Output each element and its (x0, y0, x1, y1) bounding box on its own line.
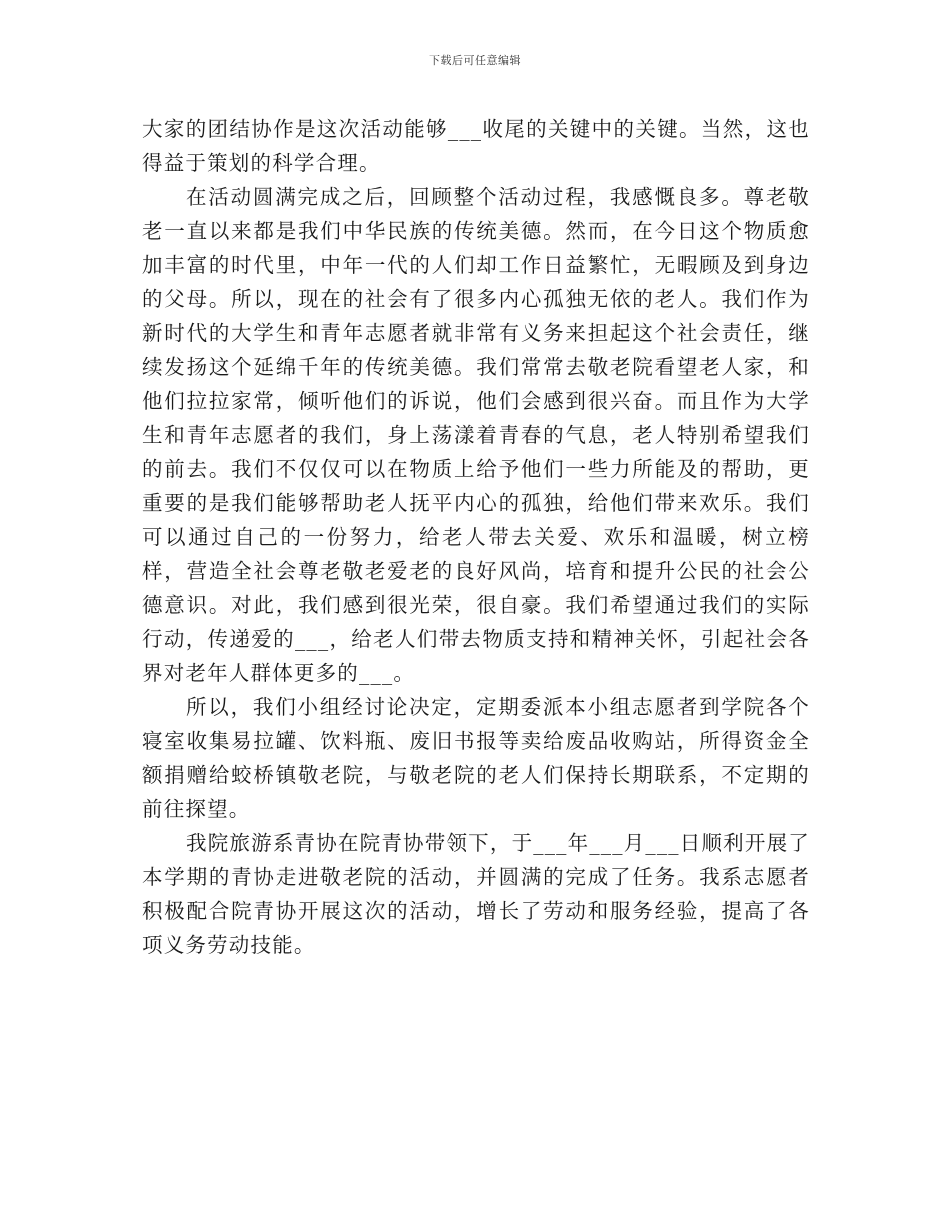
paragraph-1: 大家的团结协作是这次活动能够___收尾的关键中的关键。当然，这也得益于策划的科学合理。 (142, 117, 810, 175)
paragraph-2: 在活动圆满完成之后，回顾整个活动过程，我感慨良多。尊老敬老一直以来都是我们中华民族的传统美德。然而，在今日这个物质愈加丰富的时代里，中年一代的人们却工作日益繁忙，无暇顾及到身边的父母。所以，现在的社会有了很多内心孤独无依的老人。我们作为新时代的大学生和青年志愿者就非常有义务来担起这个社会责任，继续发扬这个延绵千年的传统美德。我们常常去敬老院看望老人家，和他们拉拉家常，倾听他们的诉说，他们会感到很兴奋。而且作为大学生和青年志愿者的我们，身上荡漾着青春的气息，老人特别希望我们的前去。我们不仅仅可以在物质上给予他们一些力所能及的帮助，更重要的是我们能够帮助老人抚平内心的孤独，给他们带来欢乐。我们可以通过自己的一份努力，给老人带去关爱、欢乐和温暖，树立榜样，营造全社会尊老敬老爱老的良好风尚，培育和提升公民的社会公德意识。对此，我们感到很光荣，很自豪。我们希望通过我们的实际行动，传递爱的___，给老人们带去物质支持和精神关怀，引起社会各界对老年人群体更多的___。 (142, 185, 810, 685)
paragraph-3: 所以，我们小组经讨论决定，定期委派本小组志愿者到学院各个寝室收集易拉罐、饮料瓶、废旧书报等卖给废品收购站，所得资金全额捐赠给蛟桥镇敬老院，与敬老院的老人们保持长期联系，不定期的前往探望。 (142, 695, 810, 821)
document-body (142, 112, 810, 962)
paragraph-4: 我院旅游系青协在院青协带领下，于___年___月___日顺利开展了本学期的青协走进敬老院的活动，并圆满的完成了任务。我系志愿者积极配合院青协开展这次的活动，增长了劳动和服务经验，提高了各项义务劳动技能。 (142, 831, 810, 957)
page-header: 下载后可任意编辑 (429, 54, 521, 67)
